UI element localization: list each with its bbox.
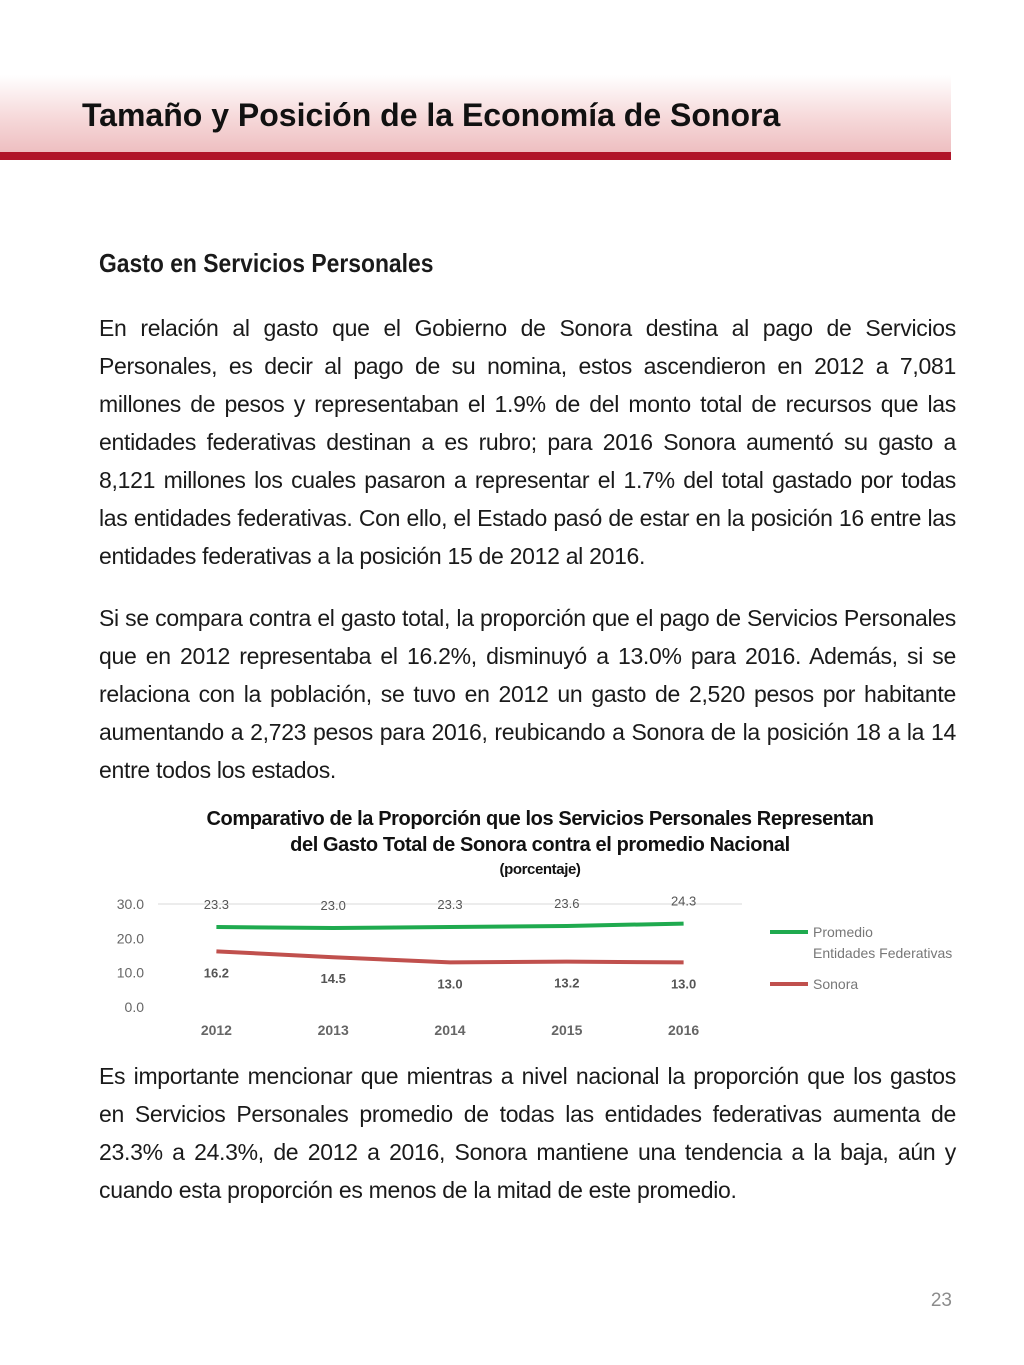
page-number: 23 [930, 1290, 952, 1311]
x-tick-label: 2016 [668, 1022, 700, 1038]
y-tick-label: 0.0 [124, 999, 144, 1015]
x-tick-label: 2013 [317, 1022, 349, 1038]
data-label: 23.0 [320, 898, 346, 914]
series-line-sonora [216, 951, 683, 962]
legend-label: Promedio [813, 924, 873, 940]
data-label: 24.3 [670, 893, 697, 909]
chart-title-line-2: del Gasto Total de Sonora contra el promedio Nacional [290, 834, 790, 856]
y-tick-label: 30.0 [116, 896, 144, 912]
y-tick-label: 10.0 [116, 964, 144, 981]
paragraph-3: Es importante mencionar que mientras a nivel nacional la proporción que los gastos en Servicios Personales promedio de todas las entidades federativas aumenta de 23.3% a 24.3%, de 2012 a 2016, Sonora mantiene una tendencia a la baja, aún y cuando esta proporción es menos de la mitad de este promedio. [99, 1063, 956, 1203]
series-line-promedio [216, 924, 683, 928]
y-tick-label: 20.0 [116, 930, 144, 947]
legend-label: Entidades Federativas [813, 945, 953, 961]
page-title: Tamaño y Posición de la Economía de Sonora [82, 97, 781, 133]
chart-title-line-1: Comparativo de la Proporción que los Servicios Personales Representan [206, 808, 874, 830]
chart-subtitle: (porcentaje) [499, 861, 581, 878]
data-label: 13.2 [554, 975, 580, 991]
data-label: 13.0 [670, 976, 697, 992]
data-label: 13.0 [437, 976, 463, 992]
data-label: 23.3 [437, 897, 463, 913]
data-label: 23.3 [203, 897, 230, 913]
legend-label: Sonora [813, 976, 859, 992]
chart-title [190, 806, 890, 882]
x-tick-label: 2012 [200, 1022, 232, 1038]
line-chart [100, 890, 970, 1050]
header-rule [0, 152, 951, 160]
data-label: 16.2 [203, 965, 230, 981]
paragraph-2: Si se compara contra el gasto total, la proporción que el pago de Servicios Personales que en 2012 representaba el 16.2%, disminuyó a 13.0% para 2016. Además, si se relaciona con la población, se tuvo en 2012 un gasto de 2,520 pesos por habitante aumentando a 2,723 pesos para 2016, reubicando a Sonora de la posición 18 a la 14 entre todos los estados. [99, 605, 956, 783]
section-title: Gasto en Servicios Personales [99, 248, 434, 278]
paragraph-1: En relación al gasto que el Gobierno de Sonora destina al pago de Servicios Personales, es decir al pago de su nomina, estos ascendieron en 2012 a 7,081 millones de pesos y representaban el 1.9% de del monto total de recursos que las entidades federativas destinan a es rubro; para 2016 Sonora aumentó su gasto a 8,121 millones los cuales pasaron a representar el 1.7% del total gastado por todas las entidades federativas. Con ello, el Estado pasó de estar en la posición 16 entre las entidades federativas a la posición 15 de 2012 al 2016. [99, 315, 956, 569]
x-tick-label: 2014 [434, 1022, 466, 1038]
x-tick-label: 2015 [551, 1022, 583, 1038]
data-label: 14.5 [320, 971, 346, 987]
data-label: 23.6 [554, 895, 580, 911]
